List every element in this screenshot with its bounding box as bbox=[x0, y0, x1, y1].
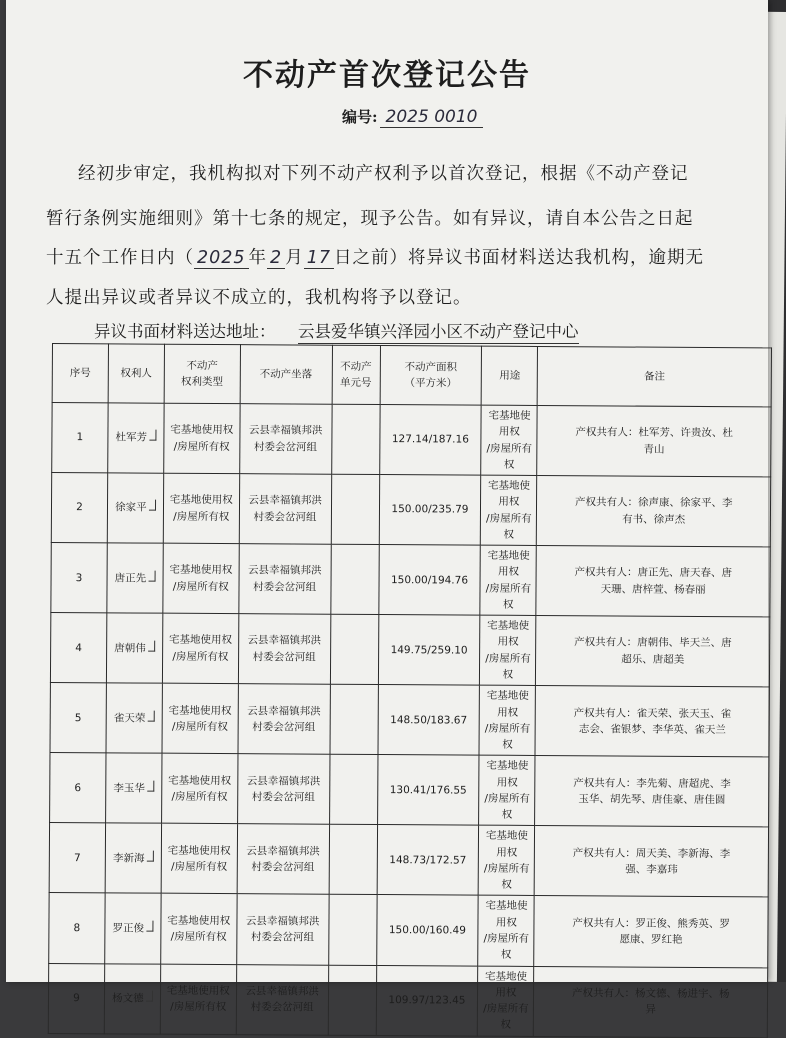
location-line2: 村委会岔河组 bbox=[251, 791, 315, 804]
cell-holder bbox=[108, 403, 164, 473]
deadline-year-unit: 年 bbox=[248, 248, 268, 268]
table-row bbox=[48, 963, 767, 1037]
handwritten-check-mark bbox=[148, 640, 155, 651]
usage-line2: /房屋所有权 bbox=[486, 512, 532, 541]
header-area-line1: 不动产面积 bbox=[404, 360, 458, 374]
location-line1: 云县幸福镇邦洪 bbox=[245, 984, 319, 998]
notice-title: 不动产首次登记公告 bbox=[243, 58, 531, 93]
holder-name: 雀天荣 bbox=[113, 712, 146, 725]
usage-line1: 宅基地使用权 bbox=[485, 900, 528, 929]
handwritten-check-mark bbox=[148, 570, 155, 581]
cell-type bbox=[163, 473, 239, 544]
cell-usage bbox=[480, 615, 536, 685]
cell-location bbox=[236, 894, 328, 965]
cell-usage bbox=[481, 405, 537, 475]
usage-line1: 宅基地使用权 bbox=[486, 689, 529, 719]
cell-location bbox=[239, 474, 331, 545]
cell-area: 148.73/172.57 bbox=[377, 825, 479, 896]
cell-type bbox=[161, 824, 237, 895]
cell-unit bbox=[330, 544, 378, 614]
holder-name: 杨文德 bbox=[112, 992, 144, 1005]
cell-remark bbox=[536, 546, 770, 617]
remark-line2: 玉华、胡先琴、唐佳豪、唐佳圆 bbox=[578, 793, 726, 806]
usage-line1: 宅基地使用权 bbox=[487, 549, 530, 579]
remark-line2: 志会、雀银梦、李华英、雀天兰 bbox=[578, 723, 726, 736]
table-body bbox=[48, 403, 771, 1038]
type-line2: /房屋所有权 bbox=[171, 720, 228, 733]
usage-line2: /房屋所有权 bbox=[484, 792, 530, 821]
location-line2: 村委会岔河组 bbox=[252, 721, 316, 734]
cell-seq: 5 bbox=[50, 683, 106, 753]
location-line1: 云县幸福镇邦洪 bbox=[245, 914, 320, 928]
cell-seq: 8 bbox=[49, 893, 105, 963]
usage-line2: /房屋所有权 bbox=[485, 582, 532, 611]
handwritten-check-mark bbox=[147, 780, 154, 791]
cell-seq: 1 bbox=[52, 403, 108, 473]
cell-seq: 7 bbox=[49, 823, 105, 893]
cell-type bbox=[163, 543, 239, 614]
remark-line1: 产权共有人：罗正俊、熊秀英、罗 bbox=[572, 916, 730, 930]
cell-remark bbox=[535, 756, 769, 827]
cell-remark bbox=[537, 405, 771, 476]
cell-holder bbox=[106, 613, 162, 683]
remark-line1: 产权共有人：徐声康、徐家平、李 bbox=[574, 496, 733, 510]
document-number bbox=[342, 106, 483, 127]
remark-line1: 产权共有人：唐朝伟、毕天兰、唐 bbox=[574, 636, 732, 650]
remark-line2: 天珊、唐梓萱、杨春丽 bbox=[600, 583, 706, 596]
header-unit-line2: 单元号 bbox=[340, 376, 372, 389]
usage-line2: /房屋所有权 bbox=[483, 932, 530, 962]
header-holder: 权利人 bbox=[108, 344, 164, 403]
cell-area: 127.14/187.16 bbox=[379, 405, 481, 476]
holder-name: 杜军芳 bbox=[115, 431, 148, 444]
type-line1: 宅基地使用权 bbox=[169, 494, 233, 507]
holder-name: 唐朝伟 bbox=[114, 641, 146, 655]
location-line1: 云县幸福镇邦洪 bbox=[247, 634, 322, 648]
header-unit-line1: 不动产 bbox=[340, 360, 372, 373]
type-line2: /房屋所有权 bbox=[172, 580, 229, 593]
cell-seq: 3 bbox=[51, 543, 107, 613]
location-line2: 村委会岔河组 bbox=[253, 580, 317, 594]
cell-usage bbox=[478, 966, 534, 1036]
location-line2: 村委会岔河组 bbox=[252, 650, 316, 664]
cell-type bbox=[161, 753, 237, 824]
cell-area: 150.00/194.76 bbox=[378, 545, 480, 616]
remark-line2: 愿康、罗红艳 bbox=[619, 933, 683, 946]
paragraph-line-3-suffix: 日之前）将异议书面材料送达我机构，逾期无 bbox=[333, 248, 704, 268]
remark-line2: 异 bbox=[645, 1003, 656, 1016]
location-line2: 村委会岔河组 bbox=[253, 440, 318, 454]
remark-line1: 产权共有人：雀天荣、张天玉、雀 bbox=[573, 706, 732, 720]
header-type-line2: 权利类型 bbox=[181, 375, 224, 389]
cell-remark bbox=[535, 686, 769, 757]
cell-holder bbox=[107, 473, 163, 543]
address-label: 异议书面材料送达地址： bbox=[94, 322, 276, 341]
cell-area: 148.50/183.67 bbox=[377, 685, 479, 756]
usage-line2: /房屋所有权 bbox=[483, 862, 530, 891]
cell-area: 130.41/176.55 bbox=[377, 755, 479, 826]
holder-name: 罗正俊 bbox=[112, 922, 145, 935]
table-row bbox=[51, 543, 770, 617]
deadline-month: 2 bbox=[267, 248, 285, 269]
paragraph-line-3 bbox=[46, 244, 706, 269]
remark-line1: 产权共有人：李先菊、唐超虎、李 bbox=[573, 776, 731, 790]
usage-line2: /房屋所有权 bbox=[485, 652, 531, 681]
cell-area: 109.97/123.45 bbox=[376, 965, 478, 1036]
header-unit bbox=[332, 345, 380, 404]
header-location: 不动产坐落 bbox=[240, 345, 332, 405]
cell-location bbox=[238, 614, 330, 685]
cell-location bbox=[236, 964, 328, 1035]
registration-table bbox=[48, 343, 772, 1038]
table-row bbox=[49, 823, 768, 897]
cell-area: 150.00/235.79 bbox=[379, 475, 481, 546]
cell-usage bbox=[481, 475, 537, 545]
type-line1: 宅基地使用权 bbox=[169, 564, 233, 577]
cell-holder bbox=[105, 753, 161, 823]
cell-holder bbox=[105, 893, 161, 963]
location-line1: 云县幸福镇邦洪 bbox=[248, 424, 323, 437]
location-line2: 村委会岔河组 bbox=[251, 861, 315, 874]
remark-line1: 产权共有人：杜军芳、许贵汝、杜 bbox=[575, 426, 733, 440]
table-row bbox=[50, 753, 769, 827]
cell-area: 149.75/259.10 bbox=[378, 615, 480, 686]
cell-usage bbox=[480, 545, 536, 615]
type-line2: /房屋所有权 bbox=[173, 510, 230, 523]
location-line1: 云县幸福镇邦洪 bbox=[246, 774, 321, 788]
usage-line1: 宅基地使用权 bbox=[487, 619, 530, 649]
cell-seq: 4 bbox=[50, 613, 106, 683]
cell-location bbox=[237, 824, 329, 895]
header-type bbox=[164, 344, 240, 403]
cell-location bbox=[237, 754, 329, 825]
cell-remark bbox=[537, 476, 771, 547]
location-line1: 云县幸福镇邦洪 bbox=[247, 564, 322, 578]
cell-usage bbox=[479, 685, 535, 755]
holder-name: 李玉华 bbox=[113, 782, 145, 795]
cell-type bbox=[162, 683, 238, 754]
remark-line1: 产权共有人：周天美、李新海、李 bbox=[572, 846, 731, 860]
usage-line2: /房屋所有权 bbox=[483, 1002, 529, 1032]
handwritten-check-mark bbox=[147, 710, 154, 721]
cell-unit bbox=[329, 825, 377, 895]
paragraph-line-2: 暂行条例实施细则》第十七条的规定，现予公告。如有异议，请自本公告之日起 bbox=[46, 209, 694, 229]
cell-location bbox=[239, 404, 331, 475]
cell-seq: 2 bbox=[51, 473, 107, 543]
header-area-line2: （平方米） bbox=[404, 377, 458, 390]
cell-unit bbox=[328, 965, 376, 1035]
remark-line1: 产权共有人：杨文德、杨进宇、杨 bbox=[571, 986, 730, 1000]
usage-line1: 宅基地使用权 bbox=[488, 479, 531, 509]
header-seq: 序号 bbox=[52, 344, 108, 403]
cell-type bbox=[164, 403, 240, 474]
remark-line2: 强、李嘉玮 bbox=[625, 863, 678, 876]
deadline-month-unit: 月 bbox=[285, 248, 304, 268]
handwritten-check-mark bbox=[146, 920, 153, 931]
type-line1: 宅基地使用权 bbox=[166, 984, 230, 997]
remark-line2: 有书、徐声杰 bbox=[622, 513, 686, 526]
location-line2: 村委会岔河组 bbox=[250, 931, 315, 944]
deadline-day: 17 bbox=[304, 248, 334, 269]
handwritten-check-mark bbox=[149, 430, 156, 441]
location-line2: 村委会岔河组 bbox=[250, 1001, 314, 1014]
usage-line2: /房屋所有权 bbox=[486, 442, 533, 471]
cell-unit bbox=[328, 895, 376, 965]
cell-remark bbox=[535, 826, 769, 897]
table-row bbox=[51, 473, 770, 547]
location-line1: 云县幸福镇邦洪 bbox=[247, 704, 321, 718]
cell-type bbox=[161, 894, 237, 965]
address-value: 云县爱华镇兴泽园小区不动产登记中心 bbox=[298, 318, 579, 344]
usage-line2: /房屋所有权 bbox=[484, 722, 531, 751]
cell-usage bbox=[479, 825, 535, 895]
type-line2: /房屋所有权 bbox=[173, 440, 230, 453]
header-remark: 备注 bbox=[538, 346, 772, 406]
cell-seq: 9 bbox=[48, 963, 104, 1033]
cell-type bbox=[162, 613, 238, 684]
cell-usage bbox=[479, 755, 535, 825]
notice-paper bbox=[6, 0, 768, 1032]
type-line1: 宅基地使用权 bbox=[170, 423, 234, 437]
table-row bbox=[49, 893, 768, 967]
location-line1: 云县幸福镇邦洪 bbox=[246, 844, 320, 858]
cell-holder bbox=[104, 963, 160, 1033]
table-row bbox=[50, 683, 769, 757]
type-line2: /房屋所有权 bbox=[171, 860, 228, 873]
cell-holder bbox=[107, 543, 163, 613]
cell-area: 150.00/160.49 bbox=[376, 895, 478, 966]
cell-remark bbox=[534, 966, 768, 1037]
cell-unit bbox=[330, 614, 378, 684]
cell-unit bbox=[329, 755, 377, 825]
header-usage: 用途 bbox=[482, 346, 538, 405]
document-number-label: 编号: bbox=[342, 108, 378, 126]
cell-unit bbox=[330, 684, 378, 754]
header-type-line1: 不动产 bbox=[186, 359, 218, 372]
holder-name: 李新海 bbox=[112, 852, 145, 865]
cell-remark bbox=[534, 896, 768, 967]
cell-location bbox=[239, 544, 331, 615]
paragraph-line-1: 经初步审定，我机构拟对下列不动产权利予以首次登记，根据《不动产登记 bbox=[78, 164, 689, 184]
type-line2: /房屋所有权 bbox=[170, 1000, 227, 1014]
type-line1: 宅基地使用权 bbox=[168, 774, 232, 787]
type-line1: 宅基地使用权 bbox=[168, 704, 232, 717]
deadline-year: 2025 bbox=[194, 248, 249, 269]
usage-line1: 宅基地使用权 bbox=[485, 970, 528, 999]
holder-name: 唐正先 bbox=[114, 571, 147, 585]
location-line1: 云县幸福镇邦洪 bbox=[248, 494, 322, 507]
type-line2: /房屋所有权 bbox=[170, 930, 227, 944]
location-line2: 村委会岔河组 bbox=[253, 510, 317, 524]
holder-name: 徐家平 bbox=[115, 501, 147, 515]
cell-usage bbox=[478, 896, 534, 966]
cell-location bbox=[238, 684, 330, 755]
table-row bbox=[52, 403, 771, 477]
document-number-value: 2025 0010 bbox=[380, 107, 484, 128]
cell-holder bbox=[106, 683, 162, 753]
cell-remark bbox=[536, 616, 770, 687]
usage-line1: 宅基地使用权 bbox=[486, 759, 529, 789]
cell-unit bbox=[331, 474, 379, 544]
type-line1: 宅基地使用权 bbox=[167, 844, 231, 857]
cell-holder bbox=[105, 823, 161, 893]
header-area bbox=[380, 346, 482, 406]
cell-seq: 6 bbox=[50, 753, 106, 823]
type-line1: 宅基地使用权 bbox=[168, 634, 233, 647]
remark-line2: 青山 bbox=[643, 443, 665, 456]
table-header-row bbox=[52, 344, 771, 407]
handwritten-check-mark bbox=[146, 850, 153, 861]
handwritten-check-mark bbox=[146, 990, 153, 1001]
cell-type bbox=[160, 964, 236, 1035]
cell-unit bbox=[331, 404, 379, 474]
usage-line1: 宅基地使用权 bbox=[485, 830, 528, 859]
usage-line1: 宅基地使用权 bbox=[488, 409, 531, 439]
type-line2: /房屋所有权 bbox=[171, 790, 228, 803]
paragraph-line-4: 人提出异议或者异议不成立的，我机构将予以登记。 bbox=[46, 288, 472, 308]
remark-line1: 产权共有人：唐正先、唐天春、唐 bbox=[574, 566, 733, 580]
handwritten-check-mark bbox=[149, 500, 156, 511]
type-line1: 宅基地使用权 bbox=[167, 914, 231, 927]
remark-line2: 超乐、唐超美 bbox=[621, 653, 685, 666]
type-line2: /房屋所有权 bbox=[172, 650, 229, 663]
table-row bbox=[50, 613, 769, 687]
paragraph-line-3-prefix: 十五个工作日内（ bbox=[46, 248, 194, 268]
